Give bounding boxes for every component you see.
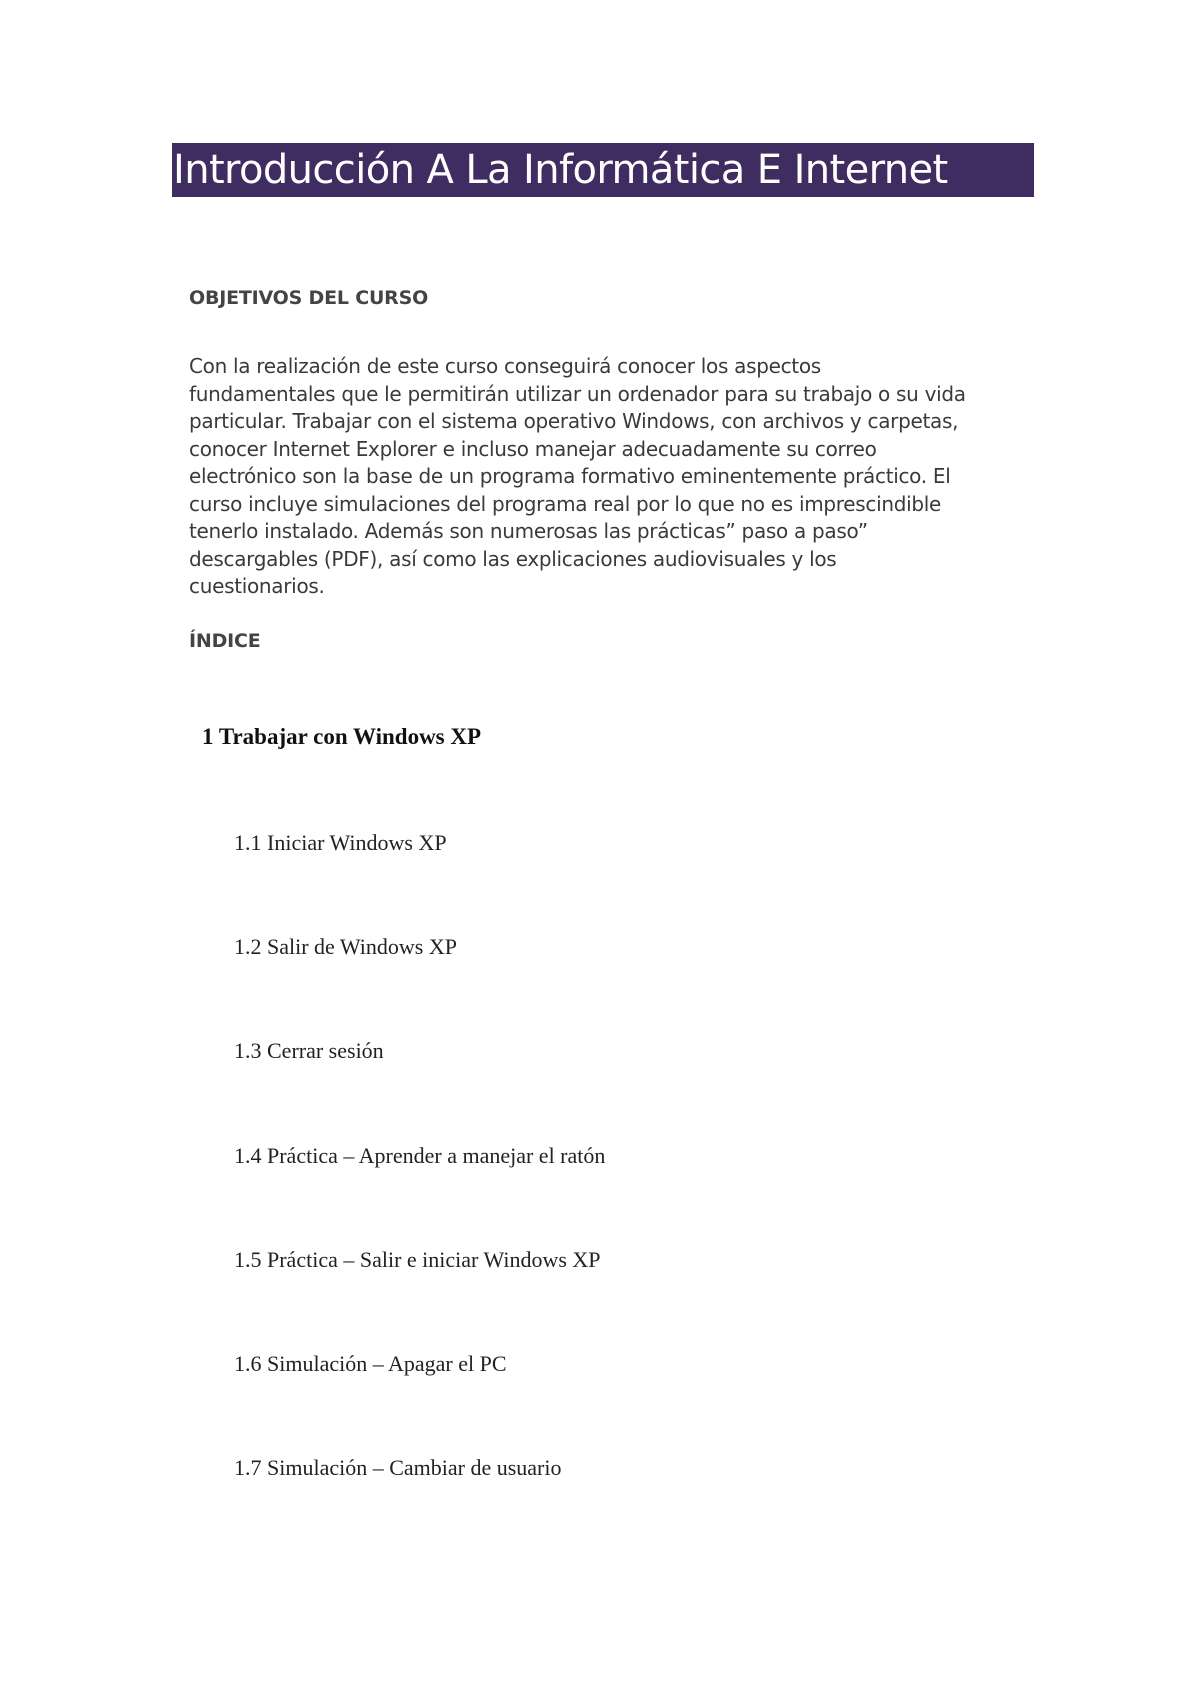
paragraph-line: conocer Internet Explorer e incluso manejar adecuadamente su correo: [189, 436, 877, 461]
paragraph-line: Con la realización de este curso conseguirá conocer los aspectos: [189, 354, 821, 378]
toc-item: 1.2 Salir de Windows XP: [234, 934, 457, 959]
objectives-paragraph: [189, 353, 1019, 601]
objectives-heading: OBJETIVOS DEL CURSO: [189, 287, 429, 309]
paragraph-line: descargables (PDF), así como las explicaciones audiovisuales y los: [189, 546, 837, 571]
page-title: Introducción A La Informática E Internet: [173, 147, 948, 193]
toc-item: 1.5 Práctica – Salir e iniciar Windows XP: [234, 1247, 601, 1272]
paragraph-line: particular. Trabajar con el sistema operativo Windows, con archivos y carpetas,: [189, 409, 959, 433]
toc-item: 1.3 Cerrar sesión: [234, 1038, 384, 1063]
toc-chapter-1: 1 Trabajar con Windows XP: [202, 724, 482, 749]
paragraph-line: curso incluye simulaciones del programa real por lo que no es imprescindible: [189, 491, 942, 516]
paragraph-line: electrónico son la base de un programa formativo eminentemente práctico. El: [189, 464, 951, 488]
paragraph-line: cuestionarios.: [189, 574, 325, 598]
toc-item: 1.4 Práctica – Aprender a manejar el ratón: [234, 1143, 606, 1168]
toc-item: 1.6 Simulación – Apagar el PC: [234, 1351, 507, 1376]
toc-item: 1.7 Simulación – Cambiar de usuario: [234, 1455, 562, 1480]
paragraph-line: fundamentales que le permitirán utilizar un ordenador para su trabajo o su vida: [189, 381, 966, 406]
index-heading: ÍNDICE: [189, 630, 261, 652]
toc-item: 1.1 Iniciar Windows XP: [234, 830, 447, 855]
paragraph-line: tenerlo instalado. Además son numerosas las prácticas” paso a paso”: [189, 519, 868, 543]
